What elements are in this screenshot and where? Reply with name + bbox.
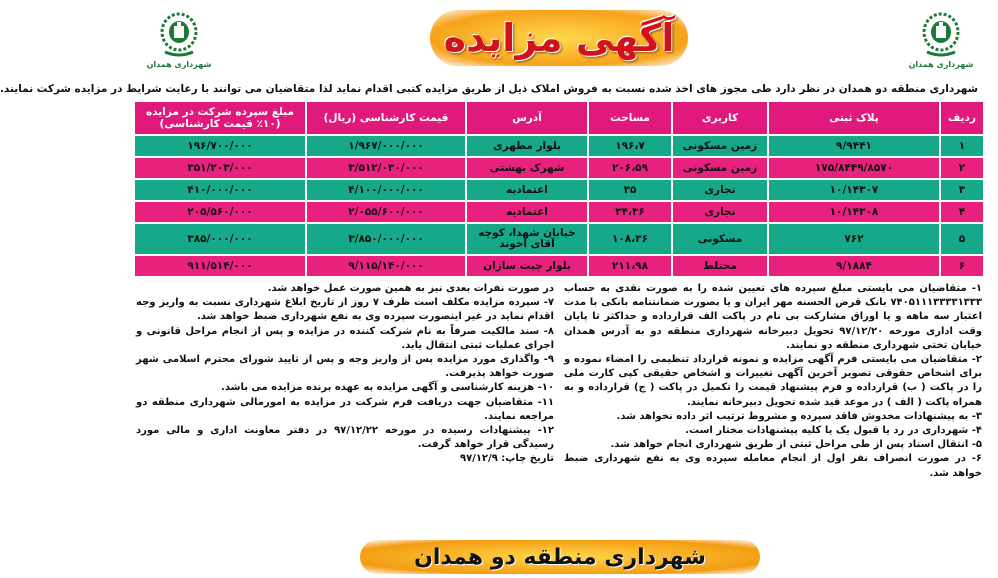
area-cell: ۳۵ [589, 180, 671, 200]
area-cell: ۱۹۶،۷ [589, 136, 671, 156]
column-header: آدرس [467, 102, 587, 134]
term-item: ۲- متقاضیان می بایستی فرم آگهی مزایده و نمونه قرارداد تنظیمی را امضاء نموده و برای اشخاص حقوقی تصویر آخرین آگهی تغییرات و اشخاص حقیقی کپی کارت ملی را در پاکت ( ب) قرارداده و فرم پیشنهاد قیمت را تکمیل در پاکت ( ج) قرارداده و به همراه پاکت ( الف ) در موعد قید شده تحویل دبیرخانه نمایند. [564, 354, 982, 408]
table-row [135, 224, 983, 254]
term-item: ۵- انتقال اسناد پس از طی مراحل ثبتی از طریق شهرداری انجام خواهد شد. [610, 439, 982, 451]
term-item: ۱- متقاضیان می بایستی مبلغ سپرده های تعیین شده را به صورت نقدی به حساب ۷۴۰۵۱۱۱۳۳۳۳۱۳۳۳ بانک قرض الحسنه مهر ایران و یا بصورت ضمانتنامه بانکی با مدت اعتبار سه ماهه و یا اوراق مشارکت بی نام در پاکت الف قرارداده و حداکثر تا پایان وقت اداری مورخه ۹۷/۱۲/۲۰ تحویل دبیرخانه شهرداری منطقه دو به آدرس همدان خیابان تختی شهرداری منطقه دو نمایند. [564, 283, 982, 351]
term-item: ۱۲- پیشنهادات رسیده در مورخه ۹۷/۱۲/۲۲ در دفتر معاونت اداری و مالی مورد رسیدگی قرار خواهد گرفت. [136, 425, 554, 451]
term-item: ۷- سپرده مزایده مکلف است ظرف ۷ روز از تاریخ ابلاغ شهرداری نسبت به واریز وجه اقدام نماید در غیر اینصورت سپرده وی به نفع شهرداری ضبط خواهد شد. [136, 297, 554, 323]
municipality-emblem-icon [919, 12, 963, 60]
term-item: ۱۱- متقاضیان جهت دریافت فرم شرکت در مزایده به امورمالی شهرداری منطقه دو مراجعه نمایند. [136, 396, 554, 422]
column-header: کاربری [673, 102, 767, 134]
footer-label: شهرداری منطقه دو همدان [414, 544, 706, 570]
address-cell: خیابان شهدا، کوچه آقای آخوند [467, 224, 587, 254]
use-cell: زمین مسکونی [673, 158, 767, 178]
column-header: ردیف [941, 102, 983, 134]
column-header: مبلغ سپرده شرکت در مزایده (۱۰٪ قیمت کارشناسی) [135, 102, 305, 134]
deposit-cell: ۹۱۱/۵۱۴/۰۰۰ [135, 256, 305, 276]
notice-title: آگهی مزایده [443, 16, 675, 60]
use-cell: تجاری [673, 180, 767, 200]
footer-banner [360, 540, 760, 574]
logo-caption: شهرداری همدان [908, 60, 974, 69]
row-number: ۲ [941, 158, 983, 178]
deposit-cell: ۲۰۵/۵۶۰/۰۰۰ [135, 202, 305, 222]
address-cell: شهرک بهشتی [467, 158, 587, 178]
logo-caption: شهرداری همدان [146, 60, 212, 69]
column-header: پلاک ثبتی [769, 102, 939, 134]
price-cell: ۹/۱۱۵/۱۴۰/۰۰۰ [307, 256, 465, 276]
plaque-cell: ۹/۹۴۴۱ [769, 136, 939, 156]
title-banner [430, 10, 688, 66]
plaque-cell: ۱۰/۱۴۳۰۸ [769, 202, 939, 222]
properties-table [133, 100, 985, 278]
deposit-cell: ۱۹۶/۷۰۰/۰۰۰ [135, 136, 305, 156]
table-row [135, 202, 983, 222]
term-item: ۴- شهرداری در رد یا قبول یک یا کلیه پیشنهادات مختار است. [685, 425, 982, 437]
municipality-logo-left [146, 12, 212, 69]
use-cell: تجاری [673, 202, 767, 222]
term-item: در صورت نفرات بعدی نیز به همین صورت عمل خواهد شد. [267, 283, 554, 294]
address-cell: اعتمادیه [467, 180, 587, 200]
row-number: ۳ [941, 180, 983, 200]
table-row [135, 180, 983, 200]
price-cell: ۳/۸۵۰/۰۰۰/۰۰۰ [307, 224, 465, 254]
plaque-cell: ۹/۱۸۸۴ [769, 256, 939, 276]
print-date: تاریخ چاپ: ۹۷/۱۲/۹ [459, 453, 554, 465]
use-cell: مسکونی [673, 224, 767, 254]
row-number: ۴ [941, 202, 983, 222]
term-item: ۶- در صورت انصراف نفر اول از انجام معامله سپرده وی به نفع شهرداری ضبط خواهد شد. [564, 453, 982, 479]
term-item: ۸- سند مالکیت صرفاً به نام شرکت کننده در مزایده و پس از انجام مراحل قانونی و اجرای عملیات ثبتی انتقال یابد. [136, 325, 554, 351]
row-number: ۱ [941, 136, 983, 156]
intro-text: شهرداری منطقه دو همدان در نظر دارد طی مجوز های اخذ شده نسبت به فروش املاک ذیل از طریق مزایده کتبی اقدام نماید لذا متقاضیان می توانند با رعایت شرایط در مزایده شرکت نمایند. [0, 83, 978, 95]
area-cell: ۲۱۱،۹۸ [589, 256, 671, 276]
area-cell: ۳۴،۳۶ [589, 202, 671, 222]
address-cell: بلوار چیت سازان [467, 256, 587, 276]
header [130, 6, 988, 80]
terms-section [130, 282, 988, 481]
term-item: ۱۰- هزینه کارشناسی و آگهی مزایده به عهده برنده مزایده می باشد. [221, 382, 554, 394]
table-row [135, 136, 983, 156]
table-header-row [135, 102, 983, 134]
plaque-cell: ۷۶۲ [769, 224, 939, 254]
deposit-cell: ۴۱۰/۰۰۰/۰۰۰ [135, 180, 305, 200]
plaque-cell: ۱۷۵/۸۴۴۹/۸۵۷۰ [769, 158, 939, 178]
price-cell: ۱/۹۶۷/۰۰۰/۰۰۰ [307, 136, 465, 156]
plaque-cell: ۱۰/۱۴۳۰۷ [769, 180, 939, 200]
term-item: ۹- واگذاری مورد مزایده پس از واریز وجه و پس از تایید شورای محترم اسلامی شهر صورت خواهد پذیرفت. [136, 354, 554, 380]
area-cell: ۲۰۶،۵۹ [589, 158, 671, 178]
municipality-emblem-icon [157, 12, 201, 60]
area-cell: ۱۰۸،۳۶ [589, 224, 671, 254]
column-header: مساحت [589, 102, 671, 134]
deposit-cell: ۳۸۵/۰۰۰/۰۰۰ [135, 224, 305, 254]
row-number: ۶ [941, 256, 983, 276]
term-item: ۳- به پیشنهادات مخدوش فاقد سپرده و مشروط ترتیب اثر داده نخواهد شد. [616, 410, 982, 422]
address-cell: بلوار مطهری [467, 136, 587, 156]
table-row [135, 256, 983, 276]
price-cell: ۳/۵۱۲/۰۳۰/۰۰۰ [307, 158, 465, 178]
row-number: ۵ [941, 224, 983, 254]
address-cell: اعتمادیه [467, 202, 587, 222]
terms-column-right [564, 282, 982, 481]
terms-column-left [136, 282, 554, 481]
use-cell: زمین مسکونی [673, 136, 767, 156]
use-cell: مختلط [673, 256, 767, 276]
table-row [135, 158, 983, 178]
price-cell: ۲/۰۵۵/۶۰۰/۰۰۰ [307, 202, 465, 222]
column-header: قیمت کارشناسی (ریال) [307, 102, 465, 134]
municipality-logo-right [908, 12, 974, 69]
price-cell: ۴/۱۰۰/۰۰۰/۰۰۰ [307, 180, 465, 200]
deposit-cell: ۳۵۱/۲۰۳/۰۰۰ [135, 158, 305, 178]
